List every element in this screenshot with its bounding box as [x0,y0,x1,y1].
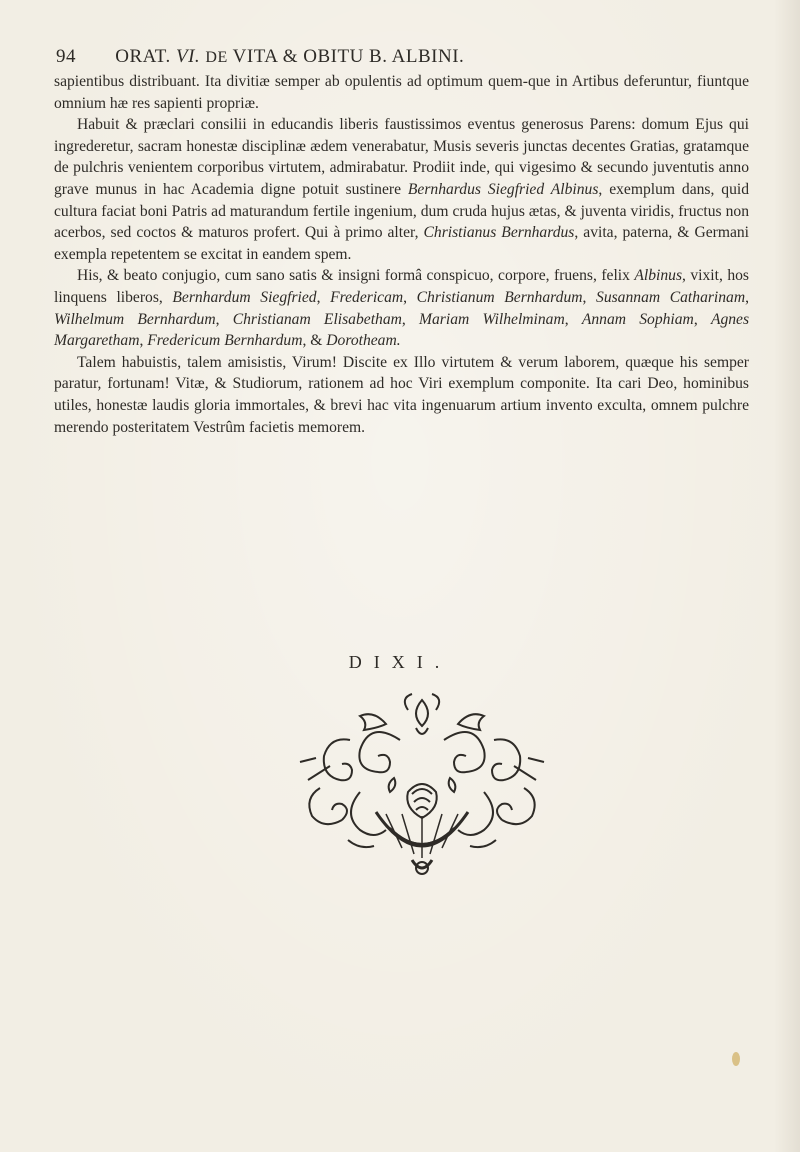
running-head [56,46,746,72]
running-head-number: VI. [175,46,201,67]
closing-dixi: DIXI. [348,652,452,672]
italic-name: Annam Sophiam [581,310,694,328]
italic-name: Fredericam [330,288,404,306]
text-run: , & [302,332,327,350]
text-run: , avita, paterna, & Germani exempla repetentem se excitat in eandem spem. [54,224,749,263]
running-head-de: DE [205,49,228,66]
text-run: , [582,288,597,306]
running-head-oratio: ORAT. [115,46,171,67]
page-edge-shadow [774,0,800,1152]
italic-name: Christianum Bernhardum [416,288,583,306]
text-run: , [401,310,419,328]
italic-name: Mariam Wilhelminam [419,310,565,328]
text-run: , [215,310,233,328]
italic-name: Albinus [634,267,683,285]
italic-name: Dorotheam. [326,332,401,350]
paragraph [54,71,749,114]
italic-name: Bernhardum Siegfried [172,288,317,306]
italic-name: Susannam Catharinam [596,288,746,306]
paper-stain [732,1052,740,1066]
text-run: , [745,288,750,306]
text-run: , vixit, hos linquens liberos, [54,267,749,306]
text-run: , exemplum dans, quid cultura faciat boni Patris ad maturandum fertile ingenium, dum cruda hujus ætas, & juventa viridis, fructus non acerbos, sed coctos & maturos profert. Qui à primo alter, [54,180,749,242]
italic-name: Bernhardus Siegfried Albinus [407,180,599,198]
text-run: sapientibus distribuant. Ita divitiæ semper ab opulentis ad optimum quem-que in Artibus deferuntur, fiuntque omnium hæ res sapienti propriæ. [54,73,749,112]
italic-name: Agnes Margaretham [54,310,750,350]
fleuron-ornament [290,680,555,880]
paragraph [54,114,749,265]
text-run: , [403,288,417,306]
text-run: , [316,288,331,306]
text-run: Talem habuistis, talem amisistis, Virum! Discite ex Illo virtutem & verum laborem, quæque his semper paratur, fortunam! Vitæ, & Studiorum, rationem ad hoc Viri exemplum componite. Ita cari Deo, hominibus utiles, honestæ laudis gloria immortales, & brevi hac vita ingenuarum artium invento exculta, omnem pulchre merendo posteritatem Vestrûm facietis memorem. [54,353,749,436]
italic-name: Wilhelmum Bernhardum [54,310,216,328]
italic-name: Christianus Bernhardus [423,224,575,242]
paragraph [54,352,749,438]
text-run: His, & beato conjugio, cum sano satis & insigni formâ conspicuo, corpore, fruens, felix [77,267,635,285]
body-text [54,71,749,438]
text-run: , [564,310,582,328]
text-run: Habuit & præclari consilii in educandis liberis faustissimos eventus generosus Parens: domum Ejus qui ingrederetur, sacram honestæ disciplinæ ædem venerabatur, Musis severis junctas decentes Gratias, gratamque de pulchris venientem corporibus virtutem, admirabatur. Prodiit inde, qui vigesimo & secundo juventutis anno grave munus in hac Academia digne potuit sustinere [54,116,749,198]
italic-name: Fredericum Bernhardum [147,332,303,350]
text-run: , [139,332,148,350]
running-head-title: VITA & OBITU B. ALBINI. [232,46,465,67]
text-run: , [693,310,711,328]
paragraph [54,265,749,351]
italic-name: Christianam Elisabetham [232,310,402,328]
page-number: 94 [56,46,76,67]
